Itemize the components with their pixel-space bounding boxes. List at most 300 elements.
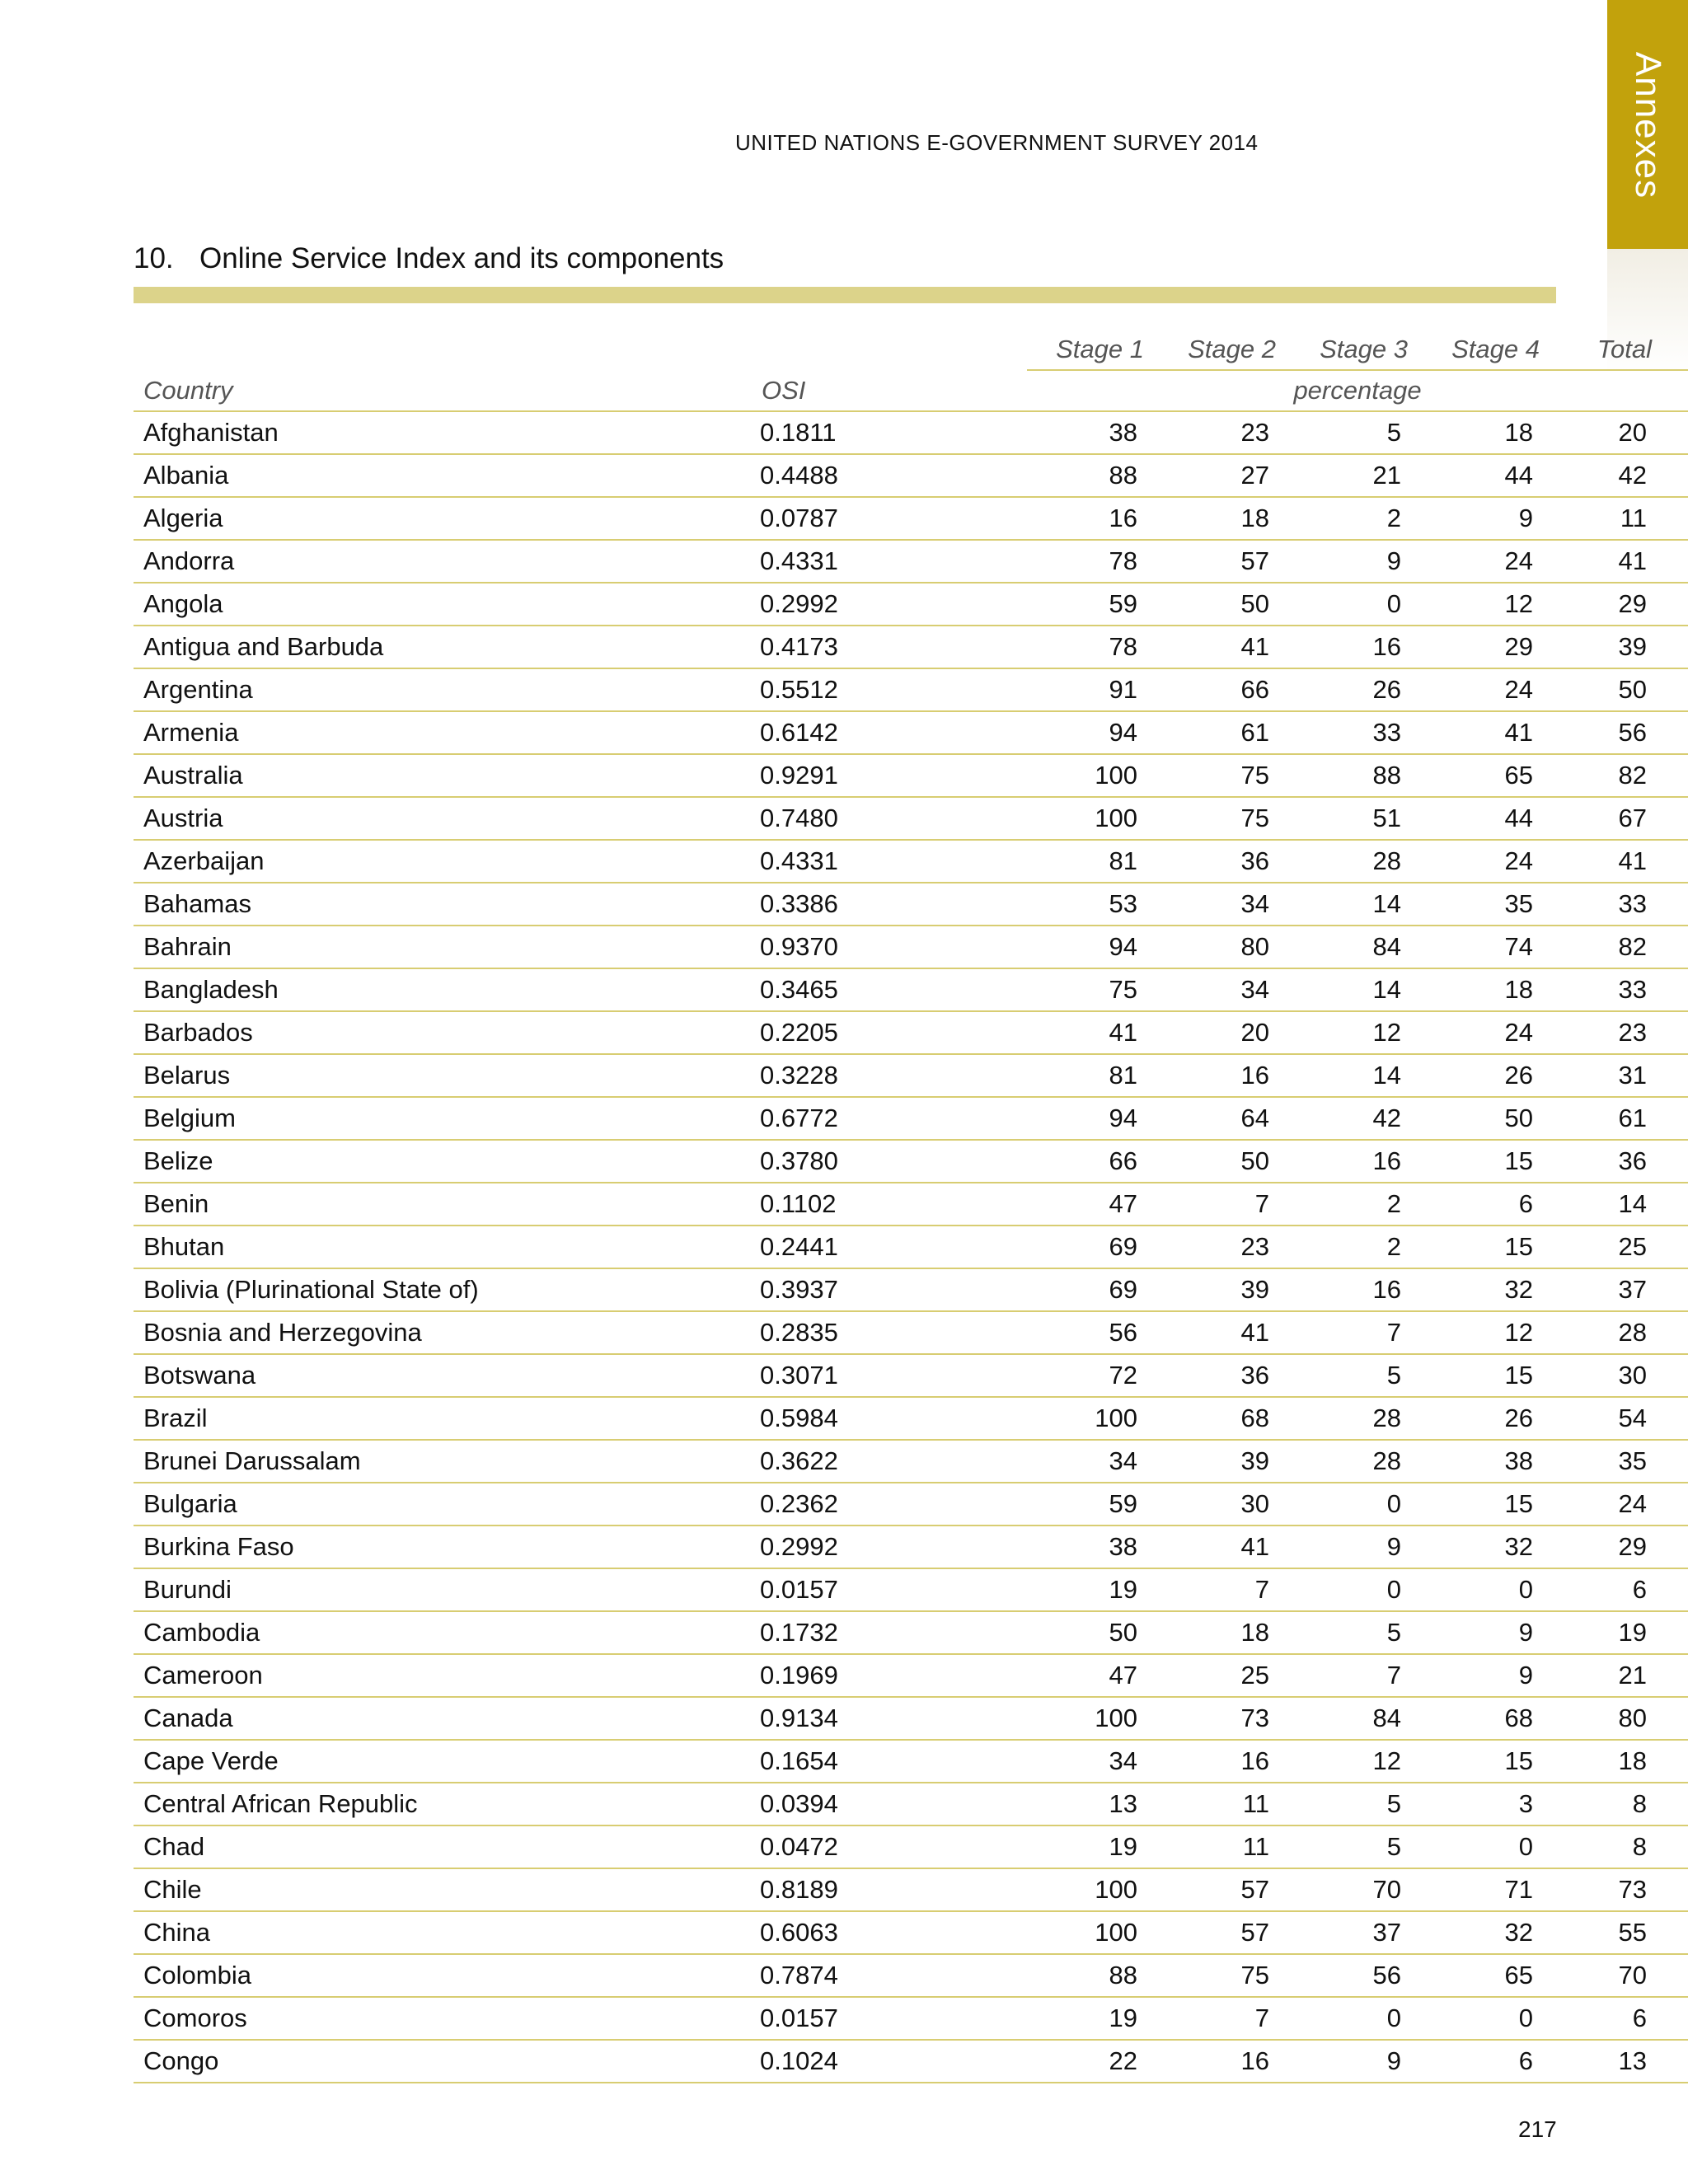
total-cell: 42 xyxy=(1554,454,1688,497)
stage-4-cell: 15 xyxy=(1423,1226,1554,1268)
stage-3-cell: 28 xyxy=(1291,1440,1423,1483)
stage-4-cell: 44 xyxy=(1423,454,1554,497)
stage-2-cell: 41 xyxy=(1159,1311,1291,1354)
osi-cell: 0.6063 xyxy=(757,1911,1027,1954)
stage-2-cell: 80 xyxy=(1159,926,1291,968)
osi-cell: 0.5984 xyxy=(757,1397,1027,1440)
stage-2-cell: 41 xyxy=(1159,626,1291,668)
stage-4-cell: 6 xyxy=(1423,2040,1554,2083)
osi-cell: 0.1969 xyxy=(757,1654,1027,1697)
table-row xyxy=(134,540,1688,583)
stage-1-cell: 34 xyxy=(1027,1740,1159,1783)
stage-2-cell: 50 xyxy=(1159,1140,1291,1183)
osi-table xyxy=(134,323,1688,2083)
stage-2-cell: 20 xyxy=(1159,1011,1291,1054)
total-cell: 54 xyxy=(1554,1397,1688,1440)
stage-2-cell: 75 xyxy=(1159,754,1291,797)
osi-cell: 0.2835 xyxy=(757,1311,1027,1354)
stage-2-cell: 75 xyxy=(1159,797,1291,840)
osi-cell: 0.2992 xyxy=(757,583,1027,626)
total-cell: 56 xyxy=(1554,711,1688,754)
table-row xyxy=(134,1654,1688,1697)
osi-cell: 0.9291 xyxy=(757,754,1027,797)
table-row xyxy=(134,1868,1688,1911)
osi-cell: 0.4331 xyxy=(757,840,1027,883)
stage-2-cell: 64 xyxy=(1159,1097,1291,1140)
osi-cell: 0.0394 xyxy=(757,1783,1027,1825)
header-country: Country xyxy=(134,370,757,411)
osi-cell: 0.2205 xyxy=(757,1011,1027,1054)
country-cell: Australia xyxy=(134,754,757,797)
stage-4-cell: 38 xyxy=(1423,1440,1554,1483)
stage-3-cell: 14 xyxy=(1291,1054,1423,1097)
header-stage-1: Stage 1 xyxy=(1027,323,1159,370)
stage-3-cell: 16 xyxy=(1291,1268,1423,1311)
table-row xyxy=(134,1697,1688,1740)
total-cell: 13 xyxy=(1554,2040,1688,2083)
stage-1-cell: 100 xyxy=(1027,1397,1159,1440)
country-cell: Chad xyxy=(134,1825,757,1868)
table-row xyxy=(134,883,1688,926)
country-cell: Burundi xyxy=(134,1568,757,1611)
stage-1-cell: 78 xyxy=(1027,626,1159,668)
table-row xyxy=(134,1397,1688,1440)
stage-1-cell: 100 xyxy=(1027,1868,1159,1911)
osi-cell: 0.2441 xyxy=(757,1226,1027,1268)
country-cell: Brazil xyxy=(134,1397,757,1440)
stage-3-cell: 14 xyxy=(1291,968,1423,1011)
table-row xyxy=(134,1268,1688,1311)
running-head: UNITED NATIONS E-GOVERNMENT SURVEY 2014 xyxy=(735,130,1259,155)
total-cell: 23 xyxy=(1554,1011,1688,1054)
stage-1-cell: 59 xyxy=(1027,583,1159,626)
country-cell: Colombia xyxy=(134,1954,757,1997)
stage-3-cell: 88 xyxy=(1291,754,1423,797)
osi-cell: 0.3071 xyxy=(757,1354,1027,1397)
stage-3-cell: 26 xyxy=(1291,668,1423,711)
table-row xyxy=(134,968,1688,1011)
country-cell: Azerbaijan xyxy=(134,840,757,883)
country-cell: Canada xyxy=(134,1697,757,1740)
stage-1-cell: 88 xyxy=(1027,1954,1159,1997)
stage-1-cell: 66 xyxy=(1027,1140,1159,1183)
stage-1-cell: 34 xyxy=(1027,1440,1159,1483)
osi-cell: 0.2362 xyxy=(757,1483,1027,1526)
table-row xyxy=(134,926,1688,968)
total-cell: 82 xyxy=(1554,926,1688,968)
stage-2-cell: 7 xyxy=(1159,1997,1291,2040)
stage-1-cell: 72 xyxy=(1027,1354,1159,1397)
total-cell: 30 xyxy=(1554,1354,1688,1397)
osi-cell: 0.4331 xyxy=(757,540,1027,583)
stage-2-cell: 34 xyxy=(1159,883,1291,926)
total-cell: 82 xyxy=(1554,754,1688,797)
table-row xyxy=(134,840,1688,883)
stage-4-cell: 12 xyxy=(1423,1311,1554,1354)
osi-cell: 0.3228 xyxy=(757,1054,1027,1097)
total-cell: 73 xyxy=(1554,1868,1688,1911)
table-row xyxy=(134,1611,1688,1654)
table-row xyxy=(134,1825,1688,1868)
country-cell: Belize xyxy=(134,1140,757,1183)
country-cell: Benin xyxy=(134,1183,757,1226)
country-cell: Bulgaria xyxy=(134,1483,757,1526)
stage-2-cell: 16 xyxy=(1159,2040,1291,2083)
stage-4-cell: 24 xyxy=(1423,1011,1554,1054)
stage-1-cell: 94 xyxy=(1027,711,1159,754)
table-row xyxy=(134,2040,1688,2083)
stage-4-cell: 35 xyxy=(1423,883,1554,926)
country-cell: Antigua and Barbuda xyxy=(134,626,757,668)
stage-3-cell: 70 xyxy=(1291,1868,1423,1911)
table-row xyxy=(134,411,1688,454)
annexes-tab-label: Annexes xyxy=(1628,51,1668,199)
total-cell: 35 xyxy=(1554,1440,1688,1483)
stage-1-cell: 88 xyxy=(1027,454,1159,497)
stage-3-cell: 2 xyxy=(1291,1226,1423,1268)
total-cell: 55 xyxy=(1554,1911,1688,1954)
country-cell: Bahamas xyxy=(134,883,757,926)
stage-3-cell: 42 xyxy=(1291,1097,1423,1140)
table-row xyxy=(134,454,1688,497)
stage-4-cell: 9 xyxy=(1423,1654,1554,1697)
stage-1-cell: 78 xyxy=(1027,540,1159,583)
osi-cell: 0.1024 xyxy=(757,2040,1027,2083)
table-row xyxy=(134,1226,1688,1268)
stage-4-cell: 0 xyxy=(1423,1825,1554,1868)
stage-1-cell: 100 xyxy=(1027,754,1159,797)
total-cell: 70 xyxy=(1554,1954,1688,1997)
stage-4-cell: 0 xyxy=(1423,1997,1554,2040)
table-row xyxy=(134,1311,1688,1354)
stage-4-cell: 71 xyxy=(1423,1868,1554,1911)
stage-3-cell: 5 xyxy=(1291,1825,1423,1868)
total-cell: 11 xyxy=(1554,497,1688,540)
stage-3-cell: 33 xyxy=(1291,711,1423,754)
country-cell: Bhutan xyxy=(134,1226,757,1268)
total-cell: 37 xyxy=(1554,1268,1688,1311)
stage-3-cell: 5 xyxy=(1291,1354,1423,1397)
stage-4-cell: 65 xyxy=(1423,754,1554,797)
country-cell: Cambodia xyxy=(134,1611,757,1654)
total-cell: 67 xyxy=(1554,797,1688,840)
stage-4-cell: 32 xyxy=(1423,1268,1554,1311)
stage-1-cell: 38 xyxy=(1027,1526,1159,1568)
country-cell: Bosnia and Herzegovina xyxy=(134,1311,757,1354)
stage-1-cell: 81 xyxy=(1027,840,1159,883)
country-cell: Central African Republic xyxy=(134,1783,757,1825)
stage-3-cell: 2 xyxy=(1291,1183,1423,1226)
country-cell: Cape Verde xyxy=(134,1740,757,1783)
table-row xyxy=(134,1054,1688,1097)
osi-cell: 0.7480 xyxy=(757,797,1027,840)
stage-3-cell: 12 xyxy=(1291,1011,1423,1054)
country-cell: Burkina Faso xyxy=(134,1526,757,1568)
stage-4-cell: 3 xyxy=(1423,1783,1554,1825)
total-cell: 14 xyxy=(1554,1183,1688,1226)
stage-2-cell: 11 xyxy=(1159,1783,1291,1825)
stage-4-cell: 24 xyxy=(1423,668,1554,711)
stage-4-cell: 9 xyxy=(1423,497,1554,540)
osi-cell: 0.8189 xyxy=(757,1868,1027,1911)
stage-1-cell: 50 xyxy=(1027,1611,1159,1654)
total-cell: 8 xyxy=(1554,1783,1688,1825)
stage-4-cell: 18 xyxy=(1423,968,1554,1011)
country-cell: Belarus xyxy=(134,1054,757,1097)
stage-4-cell: 24 xyxy=(1423,540,1554,583)
column-header-row xyxy=(134,370,1688,411)
table-row xyxy=(134,711,1688,754)
header-stage-4: Stage 4 xyxy=(1423,323,1554,370)
table-row xyxy=(134,497,1688,540)
osi-cell: 0.3465 xyxy=(757,968,1027,1011)
stage-4-cell: 41 xyxy=(1423,711,1554,754)
stage-3-cell: 0 xyxy=(1291,1568,1423,1611)
total-cell: 6 xyxy=(1554,1997,1688,2040)
osi-cell: 0.1732 xyxy=(757,1611,1027,1654)
country-cell: Bangladesh xyxy=(134,968,757,1011)
osi-cell: 0.7874 xyxy=(757,1954,1027,1997)
stage-3-cell: 9 xyxy=(1291,2040,1423,2083)
country-cell: Congo xyxy=(134,2040,757,2083)
osi-cell: 0.3386 xyxy=(757,883,1027,926)
stage-2-cell: 18 xyxy=(1159,1611,1291,1654)
osi-cell: 0.9134 xyxy=(757,1697,1027,1740)
table-row xyxy=(134,1526,1688,1568)
stage-3-cell: 56 xyxy=(1291,1954,1423,1997)
stage-1-cell: 94 xyxy=(1027,926,1159,968)
stage-2-cell: 34 xyxy=(1159,968,1291,1011)
country-cell: Bolivia (Plurinational State of) xyxy=(134,1268,757,1311)
country-cell: Albania xyxy=(134,454,757,497)
header-stage-3: Stage 3 xyxy=(1291,323,1423,370)
stage-1-cell: 75 xyxy=(1027,968,1159,1011)
stage-2-cell: 39 xyxy=(1159,1440,1291,1483)
osi-cell: 0.5512 xyxy=(757,668,1027,711)
stage-3-cell: 12 xyxy=(1291,1740,1423,1783)
country-cell: Austria xyxy=(134,797,757,840)
stage-1-cell: 41 xyxy=(1027,1011,1159,1054)
osi-cell: 0.1102 xyxy=(757,1183,1027,1226)
osi-cell: 0.3622 xyxy=(757,1440,1027,1483)
osi-cell: 0.3937 xyxy=(757,1268,1027,1311)
table-row xyxy=(134,1954,1688,1997)
stage-4-cell: 15 xyxy=(1423,1354,1554,1397)
stage-2-cell: 73 xyxy=(1159,1697,1291,1740)
stage-3-cell: 14 xyxy=(1291,883,1423,926)
total-cell: 6 xyxy=(1554,1568,1688,1611)
stage-4-cell: 0 xyxy=(1423,1568,1554,1611)
country-cell: Argentina xyxy=(134,668,757,711)
total-cell: 41 xyxy=(1554,840,1688,883)
osi-cell: 0.9370 xyxy=(757,926,1027,968)
country-cell: Botswana xyxy=(134,1354,757,1397)
table-row xyxy=(134,1183,1688,1226)
stage-2-cell: 61 xyxy=(1159,711,1291,754)
total-cell: 36 xyxy=(1554,1140,1688,1183)
country-cell: Bahrain xyxy=(134,926,757,968)
total-cell: 21 xyxy=(1554,1654,1688,1697)
total-cell: 19 xyxy=(1554,1611,1688,1654)
stage-2-cell: 36 xyxy=(1159,1354,1291,1397)
header-stage-2: Stage 2 xyxy=(1159,323,1291,370)
country-cell: Andorra xyxy=(134,540,757,583)
osi-cell: 0.0157 xyxy=(757,1568,1027,1611)
stage-2-cell: 23 xyxy=(1159,1226,1291,1268)
stage-3-cell: 51 xyxy=(1291,797,1423,840)
stage-4-cell: 15 xyxy=(1423,1140,1554,1183)
table-row xyxy=(134,1997,1688,2040)
stage-1-cell: 69 xyxy=(1027,1268,1159,1311)
stage-2-cell: 25 xyxy=(1159,1654,1291,1697)
table-row xyxy=(134,1740,1688,1783)
stage-3-cell: 9 xyxy=(1291,540,1423,583)
title-bar xyxy=(134,287,1556,303)
stage-1-cell: 56 xyxy=(1027,1311,1159,1354)
section-number: 10. xyxy=(134,242,174,274)
table-row xyxy=(134,1483,1688,1526)
table-row xyxy=(134,754,1688,797)
stage-4-cell: 32 xyxy=(1423,1526,1554,1568)
total-cell: 8 xyxy=(1554,1825,1688,1868)
total-cell: 24 xyxy=(1554,1483,1688,1526)
osi-cell: 0.0472 xyxy=(757,1825,1027,1868)
stage-4-cell: 26 xyxy=(1423,1397,1554,1440)
stage-2-cell: 7 xyxy=(1159,1568,1291,1611)
stage-3-cell: 5 xyxy=(1291,1611,1423,1654)
total-cell: 41 xyxy=(1554,540,1688,583)
total-cell: 50 xyxy=(1554,668,1688,711)
stage-4-cell: 65 xyxy=(1423,1954,1554,1997)
country-cell: Armenia xyxy=(134,711,757,754)
country-cell: Brunei Darussalam xyxy=(134,1440,757,1483)
country-cell: Belgium xyxy=(134,1097,757,1140)
stage-1-cell: 19 xyxy=(1027,1825,1159,1868)
table-row xyxy=(134,797,1688,840)
stage-1-cell: 59 xyxy=(1027,1483,1159,1526)
total-cell: 80 xyxy=(1554,1697,1688,1740)
stage-1-cell: 94 xyxy=(1027,1097,1159,1140)
table-row xyxy=(134,1140,1688,1183)
country-cell: Angola xyxy=(134,583,757,626)
total-cell: 29 xyxy=(1554,583,1688,626)
osi-cell: 0.6142 xyxy=(757,711,1027,754)
stage-3-cell: 2 xyxy=(1291,497,1423,540)
stage-2-cell: 11 xyxy=(1159,1825,1291,1868)
header-percentage: percentage xyxy=(1027,370,1688,411)
stage-2-cell: 16 xyxy=(1159,1740,1291,1783)
stage-3-cell: 28 xyxy=(1291,1397,1423,1440)
osi-cell: 0.0787 xyxy=(757,497,1027,540)
total-cell: 31 xyxy=(1554,1054,1688,1097)
country-cell: Afghanistan xyxy=(134,411,757,454)
stage-2-cell: 30 xyxy=(1159,1483,1291,1526)
section-title xyxy=(134,242,724,275)
stage-1-cell: 47 xyxy=(1027,1654,1159,1697)
stage-3-cell: 7 xyxy=(1291,1311,1423,1354)
stage-3-cell: 16 xyxy=(1291,1140,1423,1183)
total-cell: 61 xyxy=(1554,1097,1688,1140)
country-cell: Comoros xyxy=(134,1997,757,2040)
stage-2-cell: 18 xyxy=(1159,497,1291,540)
stage-2-cell: 57 xyxy=(1159,1911,1291,1954)
stage-3-cell: 5 xyxy=(1291,1783,1423,1825)
country-cell: Cameroon xyxy=(134,1654,757,1697)
stage-4-cell: 9 xyxy=(1423,1611,1554,1654)
total-cell: 20 xyxy=(1554,411,1688,454)
stage-3-cell: 21 xyxy=(1291,454,1423,497)
stage-3-cell: 37 xyxy=(1291,1911,1423,1954)
stage-2-cell: 57 xyxy=(1159,1868,1291,1911)
osi-cell: 0.1654 xyxy=(757,1740,1027,1783)
header-osi: OSI xyxy=(757,370,1027,411)
total-cell: 39 xyxy=(1554,626,1688,668)
total-cell: 28 xyxy=(1554,1311,1688,1354)
stage-1-cell: 53 xyxy=(1027,883,1159,926)
stage-4-cell: 26 xyxy=(1423,1054,1554,1097)
stage-2-cell: 68 xyxy=(1159,1397,1291,1440)
stage-2-cell: 39 xyxy=(1159,1268,1291,1311)
stage-4-cell: 29 xyxy=(1423,626,1554,668)
stage-1-cell: 100 xyxy=(1027,1911,1159,1954)
stage-2-cell: 50 xyxy=(1159,583,1291,626)
stage-1-cell: 19 xyxy=(1027,1568,1159,1611)
table-row xyxy=(134,668,1688,711)
stage-1-cell: 100 xyxy=(1027,797,1159,840)
stage-2-cell: 41 xyxy=(1159,1526,1291,1568)
total-cell: 18 xyxy=(1554,1740,1688,1783)
stage-1-cell: 19 xyxy=(1027,1997,1159,2040)
table-row xyxy=(134,1011,1688,1054)
stage-1-cell: 47 xyxy=(1027,1183,1159,1226)
page-number: 217 xyxy=(1518,2116,1557,2142)
stage-2-cell: 75 xyxy=(1159,1954,1291,1997)
stage-3-cell: 5 xyxy=(1291,411,1423,454)
country-cell: Chile xyxy=(134,1868,757,1911)
stage-3-cell: 9 xyxy=(1291,1526,1423,1568)
stage-3-cell: 84 xyxy=(1291,926,1423,968)
section-title-text: Online Service Index and its components xyxy=(199,242,724,274)
stage-1-cell: 22 xyxy=(1027,2040,1159,2083)
stage-2-cell: 23 xyxy=(1159,411,1291,454)
stage-2-cell: 66 xyxy=(1159,668,1291,711)
stage-2-cell: 7 xyxy=(1159,1183,1291,1226)
country-cell: Algeria xyxy=(134,497,757,540)
stage-3-cell: 84 xyxy=(1291,1697,1423,1740)
stage-header-row xyxy=(134,323,1688,370)
table-row xyxy=(134,583,1688,626)
table-row xyxy=(134,626,1688,668)
country-cell: China xyxy=(134,1911,757,1954)
stage-2-cell: 27 xyxy=(1159,454,1291,497)
stage-3-cell: 7 xyxy=(1291,1654,1423,1697)
stage-4-cell: 15 xyxy=(1423,1483,1554,1526)
stage-4-cell: 50 xyxy=(1423,1097,1554,1140)
osi-cell: 0.1811 xyxy=(757,411,1027,454)
table-row xyxy=(134,1440,1688,1483)
stage-1-cell: 69 xyxy=(1027,1226,1159,1268)
stage-1-cell: 16 xyxy=(1027,497,1159,540)
stage-2-cell: 16 xyxy=(1159,1054,1291,1097)
table-row xyxy=(134,1354,1688,1397)
stage-3-cell: 16 xyxy=(1291,626,1423,668)
osi-cell: 0.2992 xyxy=(757,1526,1027,1568)
table-row xyxy=(134,1783,1688,1825)
annexes-tab xyxy=(1607,0,1688,249)
header-total: Total xyxy=(1554,323,1688,370)
stage-1-cell: 81 xyxy=(1027,1054,1159,1097)
table-body xyxy=(134,411,1688,2083)
